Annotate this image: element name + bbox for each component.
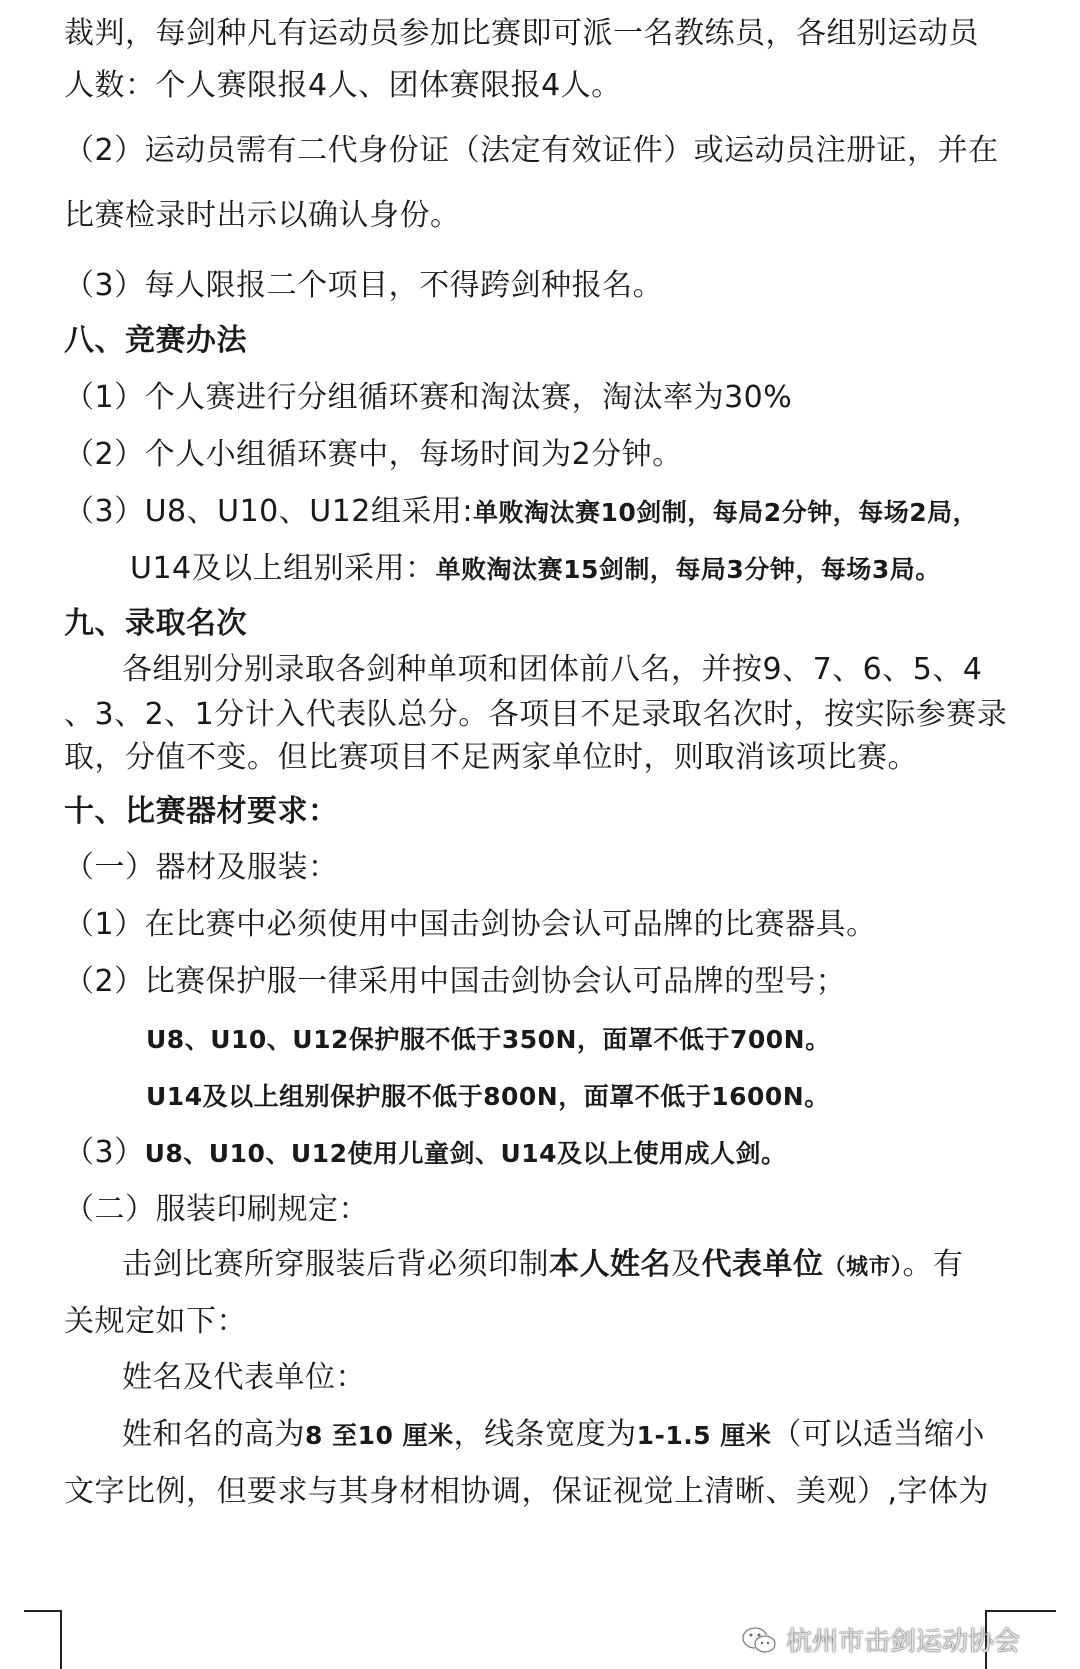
text: （二）服装印刷规定： (64, 1192, 369, 1227)
text: 、3、2、1分计入代表队总分。各项目不足录取名次时，按实际参赛录 (64, 697, 1008, 732)
text-line (64, 378, 792, 418)
text: ，线条宽度为 (453, 1417, 637, 1452)
text-line (64, 266, 663, 306)
text-line (64, 962, 846, 1002)
text: 姓名及代表单位： (122, 1360, 366, 1395)
text-line (64, 848, 339, 888)
text-line (64, 1472, 989, 1512)
text: （1）个人赛进行分组循环赛和淘汰赛，淘汰率为30% (64, 380, 793, 415)
corner-mark-vertical (60, 1610, 62, 1669)
text: 取，分值不变。但比赛项目不足两家单位时，则取消该项比赛。 (64, 740, 918, 775)
wechat-icon (740, 1626, 778, 1654)
text: （2）个人小组循环赛中，每场时间为2分钟。 (64, 437, 683, 472)
text-line (64, 492, 978, 533)
text-line (64, 66, 622, 106)
section-heading (64, 604, 247, 644)
text: （1）在比赛中必须使用中国击剑协会认可品牌的比赛器具。 (64, 907, 877, 942)
text: （3） (64, 1135, 145, 1170)
text: 及 (671, 1247, 702, 1282)
text-line (64, 435, 683, 475)
text: 击剑比赛所穿服装后背必须印制 (122, 1247, 549, 1282)
text: 关规定如下： (64, 1304, 247, 1339)
corner-mark-horizontal (24, 1610, 60, 1612)
text: 。有 (902, 1247, 964, 1282)
text: （一）器材及服装： (64, 850, 339, 885)
text-line (64, 905, 877, 945)
corner-mark-horizontal (985, 1610, 1056, 1612)
text-line (122, 1245, 964, 1288)
bold-text: 单败淘汰赛15剑制，每局3分钟，每场3局。 (435, 555, 941, 584)
section-heading (64, 321, 247, 361)
bold-text: 单败淘汰赛10剑制，每局2分钟，每场2局， (473, 498, 979, 527)
section-heading (64, 792, 339, 832)
text: （2）运动员需有二代身份证（法定有效证件）或运动员注册证，并在 (64, 133, 999, 168)
text-line (130, 549, 941, 590)
heading-text: 十、比赛器材要求： (64, 794, 339, 829)
text: 各组别分别录取各剑种单项和团体前八名，并按9、7、6、5、4 (122, 652, 983, 687)
text: 文字比例，但要求与其身材相协调，保证视觉上清晰、美观）,字体为 (64, 1474, 990, 1509)
bold-text: U8、U10、U12保护服不低于350N，面罩不低于700N。 (146, 1025, 831, 1054)
watermark-text: 杭州市击剑运动协会 (786, 1627, 1021, 1657)
text-line (64, 1133, 787, 1174)
text: （3）U8、U10、U12组采用: (64, 494, 474, 529)
text: （3）每人限报二个项目，不得跨剑种报名。 (64, 268, 664, 303)
text: （2）比赛保护服一律采用中国击剑协会认可品牌的型号； (64, 964, 847, 999)
text-line (64, 1302, 247, 1342)
text-line (64, 14, 979, 54)
text: U14及以上组别采用： (130, 551, 436, 586)
text-line (64, 738, 918, 778)
bold-text: 本人姓名 (549, 1247, 671, 1282)
bold-text: U8、U10、U12使用儿童剑、U14及以上使用成人剑。 (144, 1139, 787, 1168)
text-line (64, 196, 461, 236)
text: 姓和名的高为 (122, 1417, 305, 1452)
text: （可以适当缩小 (771, 1417, 985, 1452)
heading-text: 九、录取名次 (64, 606, 247, 641)
text-line (122, 1415, 985, 1456)
text-line (122, 650, 982, 690)
text: 人数：个人赛限报4人、团体赛限报4人。 (64, 68, 622, 103)
text: 裁判，每剑种凡有运动员参加比赛即可派一名教练员，各组别运动员 (64, 16, 979, 51)
text-line (64, 131, 999, 171)
text-line (146, 1019, 831, 1060)
heading-text: 八、竞赛办法 (64, 323, 247, 358)
bold-text: 8 至10 厘米 (305, 1421, 454, 1450)
text-line (64, 695, 1007, 735)
bold-text: 1-1.5 厘米 (636, 1421, 772, 1450)
bold-text: 代表单位 (701, 1247, 824, 1282)
watermark (740, 1621, 1020, 1658)
bold-text: （城市） (823, 1255, 903, 1280)
bold-text: U14及以上组别保护服不低于800N，面罩不低于1600N。 (146, 1082, 830, 1111)
text: 比赛检录时出示以确认身份。 (64, 198, 461, 233)
text-line (122, 1358, 366, 1398)
text-line (146, 1076, 830, 1117)
text-line (64, 1190, 369, 1230)
